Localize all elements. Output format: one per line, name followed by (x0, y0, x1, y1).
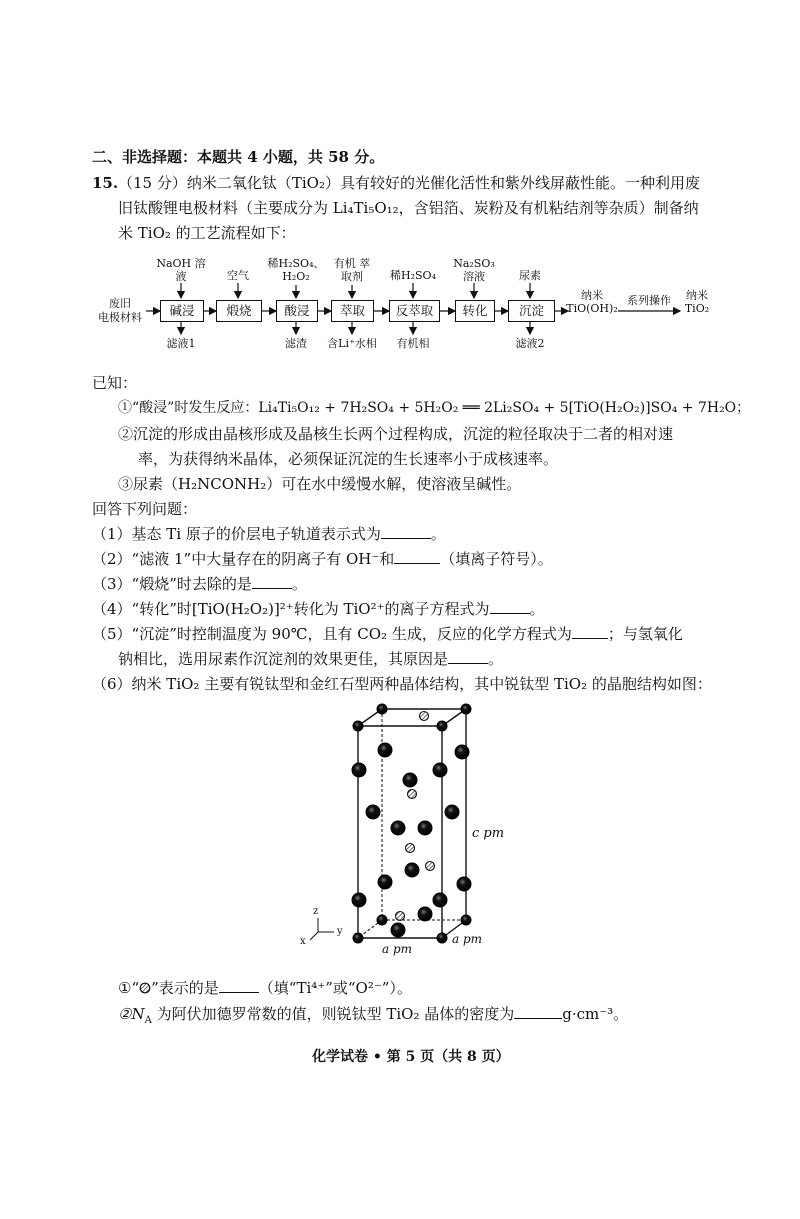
sub-question-5-reason: 钠相比，选用尿素作沉淀剂的效果更佳，其原因是 (118, 650, 449, 668)
flow-final-product-line-2: TiO₂ (684, 302, 710, 315)
sub-question-1-text: （1）基态 Ti 原子的价层电子轨道表示式为 (92, 525, 381, 543)
ti-atom (366, 805, 380, 819)
sub-question-3-text: （3）“煅烧”时去除的是 (92, 575, 252, 593)
flow-step-alkali-leach: 碱浸 (160, 300, 204, 322)
ti-atom (378, 743, 392, 757)
sub-question-6: （6）纳米 TiO₂ 主要有锐钛型和金红石型两种晶体结构，其中锐钛型 TiO₂ 的晶胞结构如图： (92, 675, 712, 693)
ti-atom (377, 915, 387, 925)
page-footer: 化学试卷 • 第 5 页（共 8 页） (312, 1049, 510, 1065)
ti-atom (437, 933, 447, 943)
flow-step-calcine: 煅烧 (216, 300, 262, 322)
answer-blank-6a[interactable] (219, 978, 259, 993)
axis-x-label: x (300, 936, 306, 947)
known-item-2-line-2: 率，为获得纳米晶体，必须保证沉淀的生长速率小于成核速率。 (138, 450, 559, 468)
ti-atom (405, 863, 419, 877)
answer-blank-6b[interactable] (514, 1004, 562, 1019)
axis-z-label: z (313, 906, 319, 917)
ti-atom (391, 923, 405, 937)
flow-final-product-line-1: 纳米 (686, 289, 708, 302)
ti-atom (377, 704, 387, 714)
flow-input-na2so3: Na₂SO₃ 溶液 (453, 257, 495, 283)
o-atom (396, 912, 405, 921)
sub-question-1-end: 。 (430, 525, 446, 543)
flow-step-acid-leach: 酸浸 (276, 300, 318, 322)
flow-output-residue: 滤渣 (285, 337, 307, 350)
sub-question-5-end: 。 (488, 650, 504, 668)
q6-part-1-hint: （填“Ti⁴⁺”或“O²⁻”）。 (258, 979, 412, 997)
flow-step-precipitate: 沉淀 (508, 300, 555, 322)
flow-input-urea: 尿素 (519, 269, 541, 282)
question-number: 15. (92, 174, 119, 192)
ti-atom (437, 721, 447, 731)
ti-atom (433, 763, 447, 777)
ti-atom (457, 877, 471, 891)
flow-middle-product-line-2: TiO(OH)₂ (566, 302, 618, 315)
o-atom (420, 712, 429, 721)
flow-start-line-2: 电极材料 (98, 311, 142, 324)
question-intro-line-3: 米 TiO₂ 的工艺流程如下： (118, 224, 296, 242)
ti-atom (445, 805, 459, 819)
q6-part-2-na-subscript: A (144, 1015, 152, 1026)
o-atom (406, 844, 415, 853)
q6-part-2 (118, 1003, 628, 1032)
flow-start-line-1: 废旧 (109, 297, 131, 310)
sub-question-5-mid: ；与氢氧化 (607, 625, 683, 643)
sub-question-2-text: （2）“滤液 1”中大量存在的阴离子有 OH⁻和 (92, 550, 395, 568)
known-item-1: ①“酸浸”时发生反应：Li₄Ti₅O₁₂ + 7H₂SO₄ + 5H₂O₂ ══ 2Li₂SO₄ + 5[TiO(H₂O₂)]SO₄ + 7H₂O； (118, 400, 751, 416)
ti-atom (352, 763, 366, 777)
flow-output-filtrate-2: 滤液2 (515, 337, 545, 350)
question-intro-line-2: 旧钛酸锂电极材料（主要成分为 Li₄Ti₅O₁₂，含铝箔、炭粉及有机粘结剂等杂质）制备纳 (118, 199, 699, 217)
q6-part-2-text: 为阿伏加德罗常数的值，则锐钛型 TiO₂ 晶体的密度为 (151, 1005, 515, 1023)
known-item-2-line-1: ②沉淀的形成由晶核形成及晶核生长两个过程构成，沉淀的粒径取决于二者的相对速 (118, 425, 674, 443)
question-intro-line-1: （15 分）纳米二氧化钛（TiO₂）具有较好的光催化活性和紫外线屏蔽性能。一种利用废 (118, 174, 700, 192)
q6-part-1-text: ”表示的是 (151, 979, 219, 997)
ti-atom (391, 821, 405, 835)
sub-question-2-end: （填离子符号）。 (440, 550, 553, 568)
flow-input-organic-extractant: 有机 萃取剂 (333, 257, 371, 283)
q6-part-2-unit: g·cm⁻³。 (562, 1005, 629, 1023)
ti-atom (353, 721, 363, 731)
o-atom (426, 862, 435, 871)
axis-y-label: y (337, 926, 343, 937)
q6-part-1 (118, 977, 412, 999)
answer-prompt: 回答下列问题： (92, 500, 198, 518)
o-atom (408, 790, 417, 799)
hatched-atom-symbol-icon (139, 982, 151, 994)
flow-input-air: 空气 (227, 269, 249, 282)
flow-final-operation: 系列操作 (627, 294, 671, 307)
flow-output-organic-phase: 有机相 (396, 337, 430, 350)
flow-input-dilute-acid: 稀H₂SO₄ (390, 269, 436, 282)
flow-input-naoh: NaOH 溶液 (156, 257, 206, 283)
ti-atom (378, 875, 392, 889)
ti-atom (403, 773, 417, 787)
ti-atom (418, 821, 432, 835)
q6-part-2-na: ②N (118, 1005, 145, 1023)
flow-output-li-aqueous: 含Li⁺水相 (327, 337, 377, 350)
ti-atom (461, 915, 471, 925)
q6-part-1-open: ①“ (118, 979, 140, 997)
ti-atom (353, 933, 363, 943)
ti-atom (433, 893, 447, 907)
known-title: 已知： (92, 374, 138, 392)
sub-question-4-text: （4）“转化”时[TiO(H₂O₂)]²⁺转化为 TiO²⁺的离子方程式为 (92, 600, 490, 618)
sub-question-3-end: 。 (291, 575, 307, 593)
label-a-pm-side: a pm (452, 932, 483, 946)
ti-atom (455, 745, 469, 759)
label-c-pm: c pm (472, 826, 505, 841)
flow-step-back-extract: 反萃取 (389, 300, 440, 322)
ti-atom (352, 893, 366, 907)
flow-output-filtrate-1: 滤液1 (166, 337, 196, 350)
sub-question-4-end: 。 (529, 600, 545, 618)
flow-input-acid-h2o2: 稀H₂SO₄、H₂O₂ (267, 257, 325, 283)
section-title: 二、非选择题：本题共 4 小题，共 58 分。 (92, 148, 385, 166)
flow-middle-product-line-1: 纳米 (581, 289, 603, 302)
sub-question-5-text: （5）“沉淀”时控制温度为 90℃，且有 CO₂ 生成，反应的化学方程式为 (92, 625, 572, 643)
ti-atom (461, 704, 471, 714)
label-a-pm-front: a pm (382, 942, 413, 956)
flow-step-convert: 转化 (455, 300, 495, 322)
flow-step-extract: 萃取 (331, 300, 374, 322)
known-item-3: ③尿素（H₂NCONH₂）可在水中缓慢水解，使溶液呈碱性。 (118, 475, 522, 493)
ti-atom (418, 907, 432, 921)
